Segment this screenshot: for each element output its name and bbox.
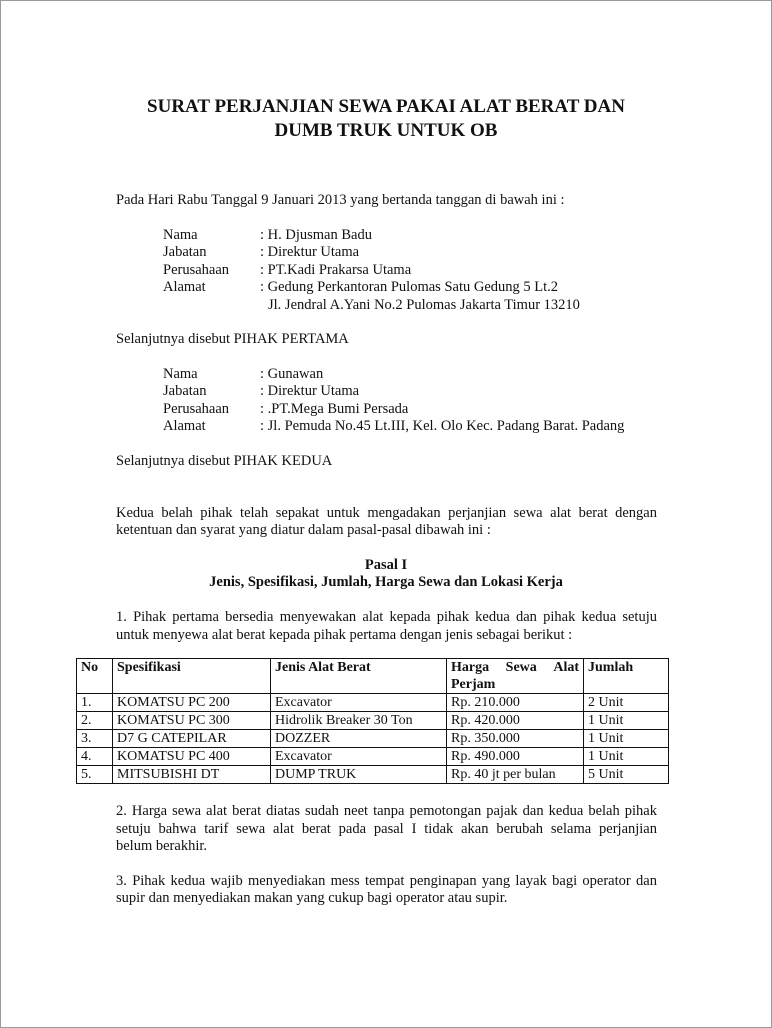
- party1-nama: : H. Djusman Badu: [260, 227, 372, 243]
- table-row: [77, 694, 669, 712]
- table-header-row: [77, 659, 669, 694]
- cell-no: 4.: [77, 748, 113, 766]
- cell-spesifikasi: KOMATSU PC 400: [113, 748, 271, 766]
- party2-jabatan: : Direktur Utama: [260, 383, 360, 399]
- party1-perusahaan-label: Perusahaan: [163, 262, 230, 278]
- cell-jumlah: 5 Unit: [584, 766, 669, 784]
- cell-no: 2.: [77, 712, 113, 730]
- document-title-line2: DUMB TRUK UNTUK OB: [274, 120, 498, 141]
- point2-line2: setuju bahwa tarif sewa alat berat pada pasal I tidak akan berubah selama perjanjian: [116, 821, 657, 837]
- point2-line1: 2. Harga sewa alat berat diatas sudah neet tanpa pemotongan pajak dan kedua belah pihak: [116, 803, 657, 819]
- table-row: [77, 766, 669, 784]
- party2-nama-label: Nama: [163, 366, 198, 382]
- point3-line1: 3. Pihak kedua wajib menyediakan mess tempat penginapan yang layak bagi operator dan: [116, 873, 657, 889]
- cell-spesifikasi: D7 G CATEPILAR: [113, 730, 271, 748]
- header-harga-word3: Alat: [553, 660, 579, 675]
- cell-jenis: Hidrolik Breaker 30 Ton: [271, 712, 447, 730]
- party1-designation: Selanjutnya disebut PIHAK PERTAMA: [116, 331, 349, 347]
- cell-harga: Rp. 490.000: [447, 748, 584, 766]
- table-row: [77, 712, 669, 730]
- header-jenis: Jenis Alat Berat: [271, 659, 447, 694]
- cell-harga: Rp. 210.000: [447, 694, 584, 712]
- party2-designation: Selanjutnya disebut PIHAK KEDUA: [116, 453, 333, 469]
- agreement-line2: ketentuan dan syarat yang diatur dalam pasal-pasal dibawah ini :: [116, 522, 491, 538]
- document-title-line1: SURAT PERJANJIAN SEWA PAKAI ALAT BERAT DAN: [147, 96, 625, 117]
- party2-nama: : Gunawan: [260, 366, 324, 382]
- header-spesifikasi: Spesifikasi: [113, 659, 271, 694]
- cell-jumlah: 1 Unit: [584, 730, 669, 748]
- header-harga-line2: Perjam: [451, 677, 496, 692]
- pasal-subtitle: Jenis, Spesifikasi, Jumlah, Harga Sewa dan Lokasi Kerja: [209, 574, 563, 590]
- party1-alamat-label: Alamat: [163, 279, 206, 295]
- party1-alamat-line1: : Gedung Perkantoran Pulomas Satu Gedung 5 Lt.2: [260, 279, 559, 295]
- party2-perusahaan-label: Perusahaan: [163, 401, 230, 417]
- header-harga: [447, 659, 584, 694]
- party1-nama-label: Nama: [163, 227, 198, 243]
- cell-spesifikasi: KOMATSU PC 300: [113, 712, 271, 730]
- cell-harga: Rp. 350.000: [447, 730, 584, 748]
- cell-jumlah: 1 Unit: [584, 712, 669, 730]
- cell-harga: Rp. 40 jt per bulan: [447, 766, 584, 784]
- intro-text: Pada Hari Rabu Tanggal 9 Januari 2013 yang bertanda tanggan di bawah ini :: [116, 192, 565, 208]
- table-row: [77, 730, 669, 748]
- point2-line3: belum berakhir.: [116, 838, 208, 854]
- equipment-table: [76, 658, 669, 784]
- cell-jenis: DUMP TRUK: [271, 766, 447, 784]
- cell-harga: Rp. 420.000: [447, 712, 584, 730]
- point1-line1: 1. Pihak pertama bersedia menyewakan alat kepada pihak kedua dan pihak kedua setuju: [116, 609, 657, 625]
- party1-jabatan: : Direktur Utama: [260, 244, 360, 260]
- cell-no: 3.: [77, 730, 113, 748]
- party2-alamat-line1: : Jl. Pemuda No.45 Lt.III, Kel. Olo Kec. Padang Barat. Padang: [260, 418, 625, 434]
- party2-jabatan-label: Jabatan: [163, 383, 207, 399]
- cell-spesifikasi: MITSUBISHI DT: [113, 766, 271, 784]
- cell-jumlah: 1 Unit: [584, 748, 669, 766]
- party1-jabatan-label: Jabatan: [163, 244, 207, 260]
- pasal-title: Pasal I: [364, 557, 408, 573]
- agreement-line1: Kedua belah pihak telah sepakat untuk mengadakan perjanjian sewa alat berat dengan: [116, 505, 657, 521]
- party2-perusahaan: : .PT.Mega Bumi Persada: [260, 401, 409, 417]
- point3-line2: supir dan menyediakan makan yang cukup bagi operator atau supir.: [116, 890, 508, 906]
- cell-no: 5.: [77, 766, 113, 784]
- cell-jenis: DOZZER: [271, 730, 447, 748]
- cell-jenis: Excavator: [271, 694, 447, 712]
- cell-jenis: Excavator: [271, 748, 447, 766]
- cell-no: 1.: [77, 694, 113, 712]
- table-row: [77, 748, 669, 766]
- point1-line2: untuk menyewa alat berat kepada pihak pertama dengan jenis sebagai berikut :: [116, 627, 573, 643]
- header-harga-word2: Sewa: [505, 660, 537, 675]
- header-harga-word1: Harga: [451, 660, 490, 675]
- header-jumlah: Jumlah: [584, 659, 669, 694]
- cell-spesifikasi: KOMATSU PC 200: [113, 694, 271, 712]
- party1-alamat-line2: Jl. Jendral A.Yani No.2 Pulomas Jakarta Timur 13210: [268, 297, 580, 313]
- cell-jumlah: 2 Unit: [584, 694, 669, 712]
- header-no: No: [77, 659, 113, 694]
- party2-alamat-label: Alamat: [163, 418, 206, 434]
- party1-perusahaan: : PT.Kadi Prakarsa Utama: [260, 262, 412, 278]
